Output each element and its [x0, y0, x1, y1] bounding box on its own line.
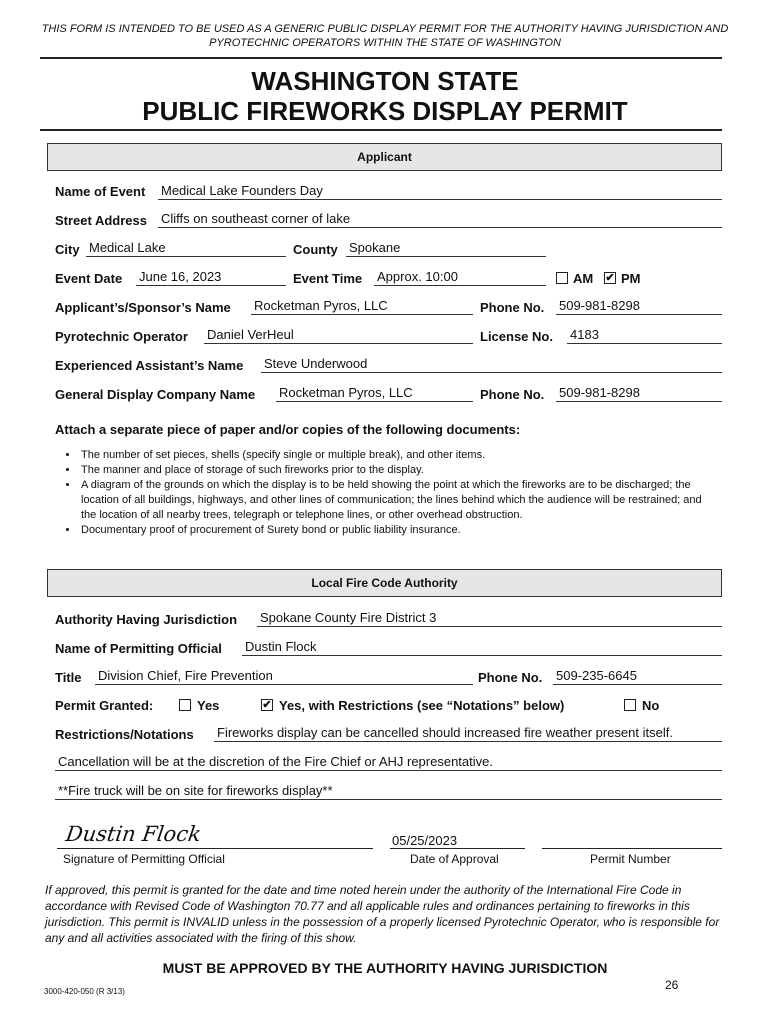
permit-number-line	[542, 848, 722, 849]
company-field[interactable]: Rocketman Pyros, LLC	[276, 385, 473, 402]
pm-checkbox[interactable]: ✔	[605, 272, 615, 284]
ahj-label: Authority Having Jurisdiction	[55, 612, 238, 627]
am-label: AM	[573, 271, 594, 286]
attachments-list	[55, 448, 715, 538]
ahj-field[interactable]: Spokane County Fire District 3	[257, 610, 722, 627]
date-label: Date of Approval	[410, 852, 499, 866]
applicant-section-header: Applicant	[47, 143, 722, 171]
authority-phone-label: Phone No.	[478, 670, 543, 685]
official-label: Name of Permitting Official	[55, 641, 222, 656]
attachments-heading: Attach a separate piece of paper and/or copies of the following documents:	[55, 422, 521, 437]
granted-yes-checkbox[interactable]	[179, 699, 191, 711]
granted-no-label: No	[642, 698, 660, 713]
street-address-label: Street Address	[55, 213, 147, 228]
operator-field[interactable]: Daniel VerHeul	[204, 327, 473, 344]
permit-disclaimer: If approved, this permit is granted for the date and time noted herein under the authority of the International Fire Code in accordance with Revised Code of Washington 70.77 and all applicable rules and ordinances pertaining to fireworks in this jurisdiction. This permit is INVALID unless in the possession of a properly licensed Pyrotechnic Operator, who is responsible for any and all activities associated with the firing of this show.	[45, 883, 720, 945]
granted-with-restrictions-label: Yes, with Restrictions (see “Notations” below)	[279, 698, 565, 713]
signature-line	[57, 848, 373, 849]
sponsor-field[interactable]: Rocketman Pyros, LLC	[251, 298, 473, 315]
granted-no-checkbox[interactable]	[624, 699, 636, 711]
restrictions-line-2[interactable]: Cancellation will be at the discretion of the Fire Chief or AHJ representative.	[55, 754, 722, 771]
header-rule-bottom	[40, 129, 722, 131]
page-number: 26	[665, 978, 679, 992]
form-number: 3000-420-050 (R 3/13)	[44, 987, 125, 996]
company-phone-label: Phone No.	[480, 387, 545, 402]
am-checkbox[interactable]	[556, 272, 568, 284]
granted-yes-label: Yes	[197, 698, 220, 713]
company-phone-field[interactable]: 509-981-8298	[556, 385, 722, 402]
attachment-item: • The number of set pieces, shells (specify single or multiple break), and other items.	[79, 448, 715, 463]
attachment-item: • The manner and place of storage of such fireworks prior to the display.	[79, 463, 715, 478]
granted-with-restrictions-checkbox[interactable]: ✔	[262, 699, 272, 711]
sponsor-label: Applicant’s/Sponsor’s Name	[55, 300, 231, 315]
assistant-field[interactable]: Steve Underwood	[261, 356, 722, 373]
street-address-field[interactable]: Cliffs on southeast corner of lake	[158, 211, 722, 228]
official-signature: Dustin Flock	[64, 822, 203, 846]
approval-date-value[interactable]: 05/25/2023	[392, 833, 458, 848]
title-field[interactable]: Division Chief, Fire Prevention	[95, 668, 473, 685]
pm-label: PM	[621, 271, 641, 286]
phone-field[interactable]: 509-981-8298	[556, 298, 722, 315]
event-time-field[interactable]: Approx. 10:00	[374, 269, 546, 286]
name-of-event-field[interactable]: Medical Lake Founders Day	[158, 183, 722, 200]
attachment-item: • A diagram of the grounds on which the display is to be held showing the point at which the fireworks are to be discharged; the location of all buildings, highways, and other lines of communication; the lines behind which the audience will be restrained; and the location of all nearby trees, telegraph or telephone lines, or other overhead obstruction.	[79, 478, 715, 523]
event-date-label: Event Date	[55, 271, 123, 286]
permit-granted-label: Permit Granted:	[55, 698, 154, 713]
county-label: County	[293, 242, 338, 257]
page-title-line2: PUBLIC FIREWORKS DISPLAY PERMIT	[142, 96, 628, 126]
date-line	[390, 848, 525, 849]
phone-label: Phone No.	[480, 300, 545, 315]
restrictions-line-3[interactable]: **Fire truck will be on site for fireworks display**	[55, 783, 722, 800]
county-field[interactable]: Spokane	[346, 240, 546, 257]
restrictions-label: Restrictions/Notations	[55, 727, 194, 742]
assistant-label: Experienced Assistant’s Name	[55, 358, 244, 373]
restrictions-line-1[interactable]: Fireworks display can be cancelled should increased fire weather present itself.	[214, 725, 722, 742]
license-label: License No.	[480, 329, 553, 344]
page-title-line1: WASHINGTON STATE	[251, 66, 519, 96]
form-notice: THIS FORM IS INTENDED TO BE USED AS A GENERIC PUBLIC DISPLAY PERMIT FOR THE AUTHORITY HAVING JURISDICTION AND PYROTECHNIC OPERATORS WITHIN THE STATE OF WASHINGTON	[41, 23, 729, 49]
official-field[interactable]: Dustin Flock	[242, 639, 722, 656]
name-of-event-label: Name of Event	[55, 184, 146, 199]
operator-label: Pyrotechnic Operator	[55, 329, 188, 344]
header-rule-top	[40, 57, 722, 59]
company-label: General Display Company Name	[55, 387, 256, 402]
event-time-label: Event Time	[293, 271, 363, 286]
attachment-item: • Documentary proof of procurement of Surety bond or public liability insurance.	[79, 523, 715, 538]
event-date-field[interactable]: June 16, 2023	[136, 269, 286, 286]
signature-label: Signature of Permitting Official	[63, 852, 225, 866]
license-field[interactable]: 4183	[567, 327, 722, 344]
authority-section-header: Local Fire Code Authority	[47, 569, 722, 597]
city-field[interactable]: Medical Lake	[86, 240, 286, 257]
authority-phone-field[interactable]: 509-235-6645	[553, 668, 722, 685]
approval-requirement: MUST BE APPROVED BY THE AUTHORITY HAVING JURISDICTION	[162, 960, 608, 976]
permit-number-label: Permit Number	[590, 852, 671, 866]
city-label: City	[55, 242, 80, 257]
title-label: Title	[55, 670, 82, 685]
